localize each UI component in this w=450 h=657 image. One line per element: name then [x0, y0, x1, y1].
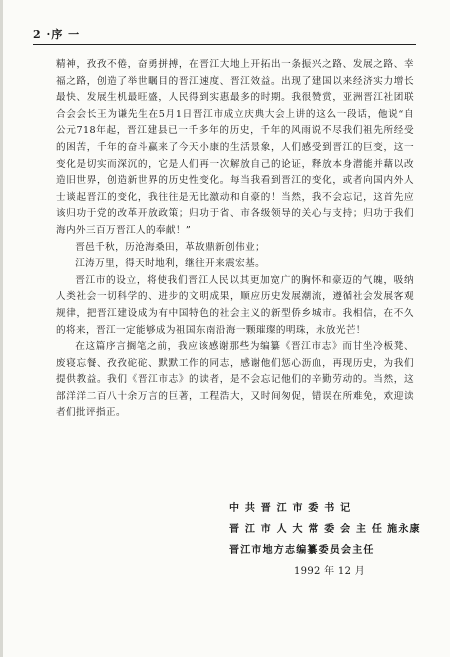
signature-title-1: 中 共 晋 江 市 委 书 记 — [229, 503, 352, 514]
signature-title-3: 晋江市地方志编纂委员会主任 — [229, 545, 375, 556]
signature-name: 施永康 — [387, 524, 421, 535]
running-head: 2 ·序 一 — [33, 28, 81, 41]
signature-block — [229, 498, 429, 582]
signature-title-2: 晋 江 市 人 大 常 委 会 主 任 — [229, 524, 384, 535]
signature-title-2-row — [229, 519, 429, 540]
signature-date: 1992 年 12 月 — [294, 566, 366, 577]
page-edge-shadow — [0, 0, 3, 657]
paragraph-continuation: 精神，孜孜不倦，奋勇拼搏，在晋江大地上开拓出一条振兴之路、发展之路、幸福之路，创造了举世瞩目的晋江速度、晋江效益。出现了建国以来经济实力增长最快、发展生机最旺盛，人民得到实惠最多的时期。我很赞赏，亚洲晋江社团联合会会长王为谦先生在5月1日晋江市成立庆典大会上讲的这么一段话，他说“自公元718年起，晋江建县已一千多年的历史，千年的风雨说不尽我们祖先所经受的困苦，千年的奋斗赢来了今天小康的生活景象，人们感受到晋江的巨变，这一变化是切实而深沉的，它是人们再一次解放自己的论证，释放本身潜能并藉以改造旧世界，创造新世界的历史性变化。每当我看到晋江的变化，或者向国内外人士谈起晋江的变化，我往往是无比激动和自豪的！当然，我不会忘记，这首先应该归功于党的改革开放政策；归功于省、市各级领导的关心与支持；归功于我们海内外三百万晋江人的奉献！” — [56, 59, 414, 236]
preface-body — [56, 57, 414, 422]
paragraph: 晋江市的设立，将使我们晋江人民以其更加宽广的胸怀和豪迈的气魄，吸纳人类社会一切科学的、进步的文明成果，顺应历史发展潮流，遵循社会发展客观规律，把晋江建设成为有中国特色的社会主义的新型侨乡城市。我相信，在不久的将来，晋江一定能够成为祖国东南沿海一颗璀璨的明珠，永放光芒！ — [56, 274, 414, 336]
paragraph: 在这篇序言搁笔之前，我应该感谢那些为编纂《晋江市志》而甘坐冷板凳、废寝忘餐、孜孜砣砣、默默工作的同志，感谢他们惩心沥血，再现历史，为我们提供教益。我们《晋江市志》的读者，是不会忘记他们的辛勤劳动的。当然，这部洋洋二百八十余万言的巨著，工程浩大，又时间匆促，错误在所难免，欢迎读者们批评指正。 — [56, 341, 414, 419]
couplet-line-1: 晋邑千秋，历沧海桑田，革故鼎新创伟业； — [75, 241, 266, 253]
header-rule — [33, 44, 416, 45]
couplet-line-2: 江涛万里，得天时地利，继往开来震宏基。 — [75, 258, 266, 270]
